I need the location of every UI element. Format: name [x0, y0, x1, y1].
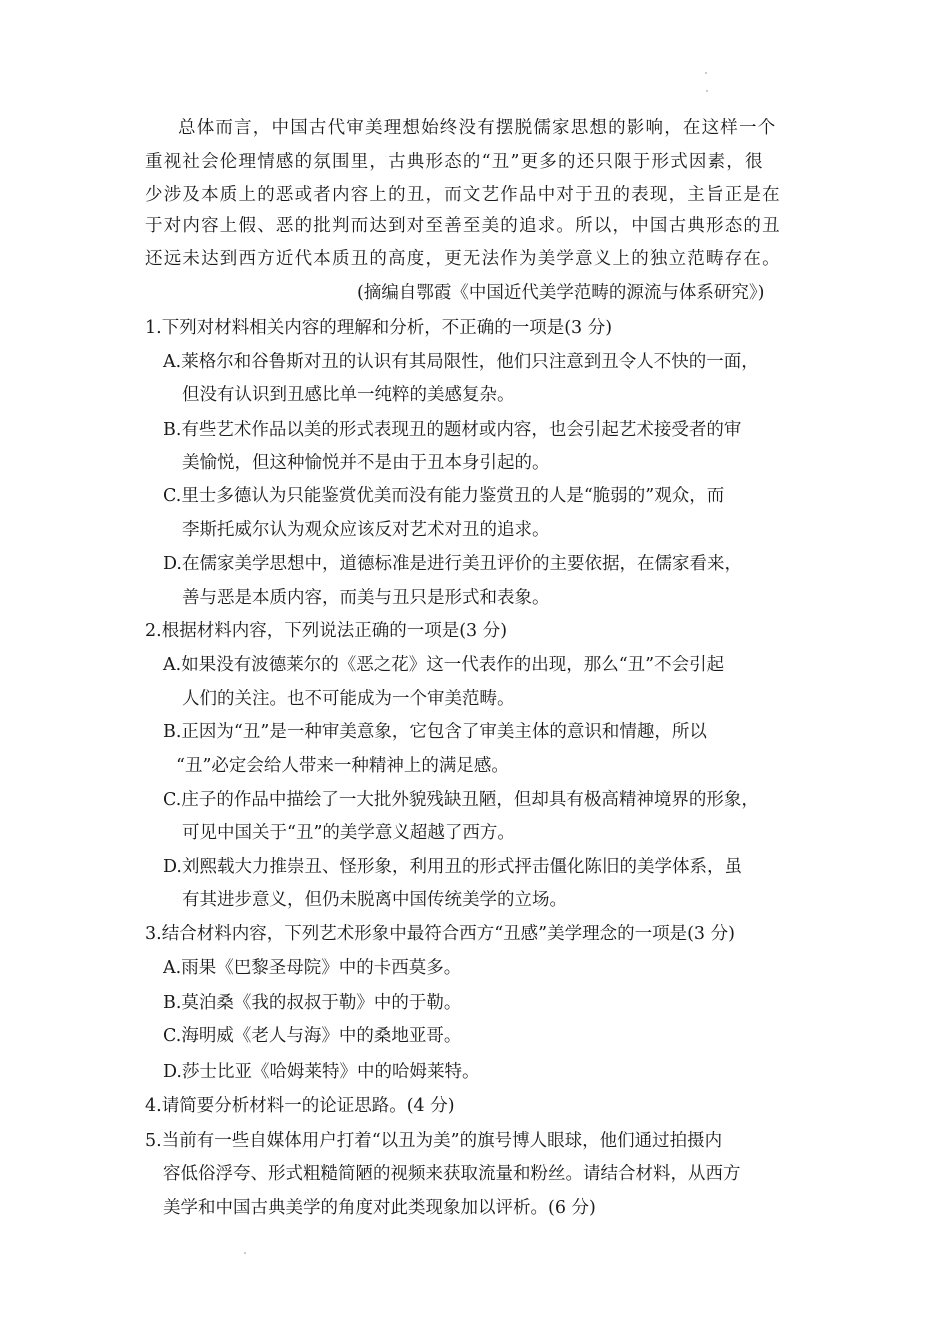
option-d-cont: 有其进步意义，但仍未脱离中国传统美学的立场。 — [182, 890, 567, 910]
option-b-cont: 美愉悦，但这种愉悦并不是由于丑本身引起的。 — [182, 453, 550, 473]
question-stem-cont: 容低俗浮夸、形式粗糙简陋的视频来获取流量和粉丝。请结合材料，从西方 — [163, 1164, 741, 1184]
option-b: B.正因为“丑”是一种审美意象，它包含了审美主体的意识和情趣，所以 — [163, 722, 707, 742]
option-c-cont: 可见中国关于“丑”的美学意义超越了西方。 — [182, 823, 515, 843]
option-c: C.里士多德认为只能鉴赏优美而没有能力鉴赏丑的人是“脆弱的”观众，而 — [163, 486, 725, 506]
passage-line: 总体而言，中国古代审美理想始终没有摆脱儒家思想的影响，在这样一个 — [178, 118, 777, 138]
option-a: A.雨果《巴黎圣母院》中的卡西莫多。 — [163, 958, 462, 978]
question-stem: 3.结合材料内容，下列艺术形象中最符合西方“丑感”美学理念的一项是(3 分) — [145, 924, 735, 944]
passage-line: 于对内容上假、恶的批判而达到对至善至美的追求。所以，中国古典形态的丑 — [145, 216, 781, 236]
question-stem: 5.当前有一些自媒体用户打着“以丑为美”的旗号博人眼球，他们通过拍摄内 — [145, 1131, 723, 1151]
question-stem: 2.根据材料内容，下列说法正确的一项是(3 分) — [145, 621, 508, 641]
option-d: D.刘熙载大力推崇丑、怪形象，利用丑的形式抨击僵化陈旧的美学体系，虽 — [163, 857, 742, 877]
option-a: A.莱格尔和谷鲁斯对丑的认识有其局限性，他们只注意到丑令人不快的一面， — [163, 352, 759, 372]
question-stem: 4.请简要分析材料一的论证思路。(4 分) — [145, 1096, 455, 1116]
option-c: C.庄子的作品中描绘了一大批外貌残缺丑陋，但却具有极高精神境界的形象， — [163, 790, 759, 810]
option-a-cont: 人们的关注。也不可能成为一个审美范畴。 — [182, 689, 515, 709]
question-stem-cont: 美学和中国古典美学的角度对此类现象加以评析。(6 分) — [163, 1198, 596, 1218]
option-a: A.如果没有波德莱尔的《恶之花》这一代表作的出现，那么“丑”不会引起 — [163, 655, 725, 675]
passage-line: 还远未达到西方近代本质丑的高度，更无法作为美学意义上的独立范畴存在。 — [145, 249, 781, 269]
scan-speck — [244, 1252, 246, 1254]
option-c: C.海明威《老人与海》中的桑地亚哥。 — [163, 1026, 462, 1046]
passage-line: 重视社会伦理情感的氛围里，古典形态的“丑”更多的还只限于形式因素，很 — [145, 152, 764, 172]
option-d: D.在儒家美学思想中，道德标准是进行美丑评价的主要依据，在儒家看来， — [163, 554, 742, 574]
scan-speck — [706, 90, 708, 92]
option-c-cont: 李斯托威尔认为观众应该反对艺术对丑的追求。 — [182, 520, 550, 540]
passage-source: (摘编自鄂霞《中国近代美学范畴的源流与体系研究》) — [357, 283, 765, 303]
option-b: B.莫泊桑《我的叔叔于勒》中的于勒。 — [163, 993, 462, 1013]
option-a-cont: 但没有认识到丑感比单一纯粹的美感复杂。 — [182, 385, 515, 405]
option-d-cont: 善与恶是本质内容，而美与丑只是形式和表象。 — [182, 588, 550, 608]
scan-speck — [705, 72, 707, 74]
passage-line: 少涉及本质上的恶或者内容上的丑，而文艺作品中对于丑的表现，主旨正是在 — [145, 185, 781, 205]
option-b: B.有些艺术作品以美的形式表现丑的题材或内容，也会引起艺术接受者的审 — [163, 420, 742, 440]
question-stem: 1.下列对材料相关内容的理解和分析，不正确的一项是(3 分) — [145, 318, 613, 338]
option-b-cont: “丑”必定会给人带来一种精神上的满足感。 — [176, 756, 509, 776]
option-d: D.莎士比亚《哈姆莱特》中的哈姆莱特。 — [163, 1062, 480, 1082]
